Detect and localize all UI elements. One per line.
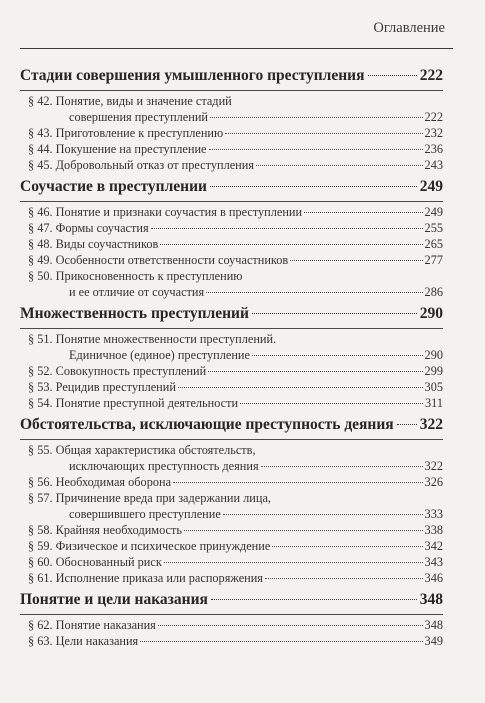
entry-line (20, 125, 443, 141)
entry-label: совершения преступлений (69, 110, 208, 124)
entry-page-number: 326 (424, 475, 443, 489)
dot-leader (225, 133, 422, 134)
dot-leader (240, 403, 423, 404)
entry-line (20, 554, 443, 570)
entry-page-number: 343 (424, 555, 443, 569)
entry-label: совершившего преступление (69, 507, 221, 521)
entry-line (20, 395, 443, 411)
toc-entry[interactable] (20, 490, 443, 522)
entry-page-number: 346 (424, 571, 443, 585)
toc-entry[interactable] (20, 522, 443, 538)
entry-page-number: 249 (424, 205, 443, 219)
section-page-number: 249 (419, 178, 443, 195)
dot-leader (211, 599, 417, 600)
entry-line (20, 506, 443, 522)
entry-label: Единичное (единое) преступление (69, 348, 250, 362)
entry-label: § 57. Причинение вреда при задержании лица, (28, 491, 271, 505)
section-page-number: 290 (419, 305, 443, 322)
toc-entry[interactable] (20, 554, 443, 570)
entry-label: § 54. Понятие преступной деятельности (28, 396, 239, 410)
toc-entry[interactable] (20, 252, 443, 268)
entry-line (20, 284, 443, 300)
header-rule (20, 48, 453, 49)
dot-leader (173, 482, 423, 483)
entry-line (20, 633, 443, 649)
section-rule (20, 614, 443, 615)
section-title: Стадии совершения умышленного преступления (20, 67, 365, 84)
entry-line (20, 538, 443, 554)
entry-line (20, 204, 443, 220)
section-rule (20, 328, 443, 329)
section-page-number: 322 (419, 416, 443, 433)
section-title: Понятие и цели наказания (20, 591, 208, 608)
entry-line (20, 474, 443, 490)
toc-entry[interactable] (20, 570, 443, 586)
entry-page-number: 322 (424, 459, 443, 473)
dot-leader (178, 387, 423, 388)
entry-label: § 61. Исполнение приказа или распоряжения (28, 571, 263, 585)
section-heading[interactable] (20, 66, 443, 86)
entry-line (20, 93, 443, 109)
dot-leader (256, 165, 423, 166)
entry-page-number: 338 (424, 523, 443, 537)
entry-line (20, 331, 443, 347)
entry-label: § 62. Понятие наказания (28, 618, 156, 632)
entry-line (20, 157, 443, 173)
entry-line (20, 141, 443, 157)
entry-page-number: 333 (424, 507, 443, 521)
toc-entry[interactable] (20, 363, 443, 379)
entry-page-number: 349 (424, 634, 443, 648)
entry-page-number: 305 (424, 380, 443, 394)
toc-entry[interactable] (20, 538, 443, 554)
entry-page-number: 232 (424, 126, 443, 140)
dot-leader (210, 186, 417, 187)
dot-leader (272, 546, 422, 547)
toc-entry[interactable] (20, 93, 443, 125)
entry-label: § 42. Понятие, виды и значение стадий (28, 94, 232, 108)
toc-section (20, 304, 443, 411)
entry-label: § 52. Совокупность преступлений (28, 364, 207, 378)
section-rule (20, 90, 443, 91)
dot-leader (158, 625, 423, 626)
entry-label: § 55. Общая характеристика обстоятельств, (28, 443, 256, 457)
entry-line (20, 363, 443, 379)
entry-page-number: 236 (424, 142, 443, 156)
dot-leader (252, 313, 417, 314)
section-title: Множественность преступлений (20, 305, 249, 322)
section-heading[interactable] (20, 415, 443, 435)
toc-entry[interactable] (20, 379, 443, 395)
dot-leader (164, 562, 423, 563)
section-title: Обстоятельства, исключающие преступность деяния (20, 416, 394, 433)
entry-label: § 46. Понятие и признаки соучастия в преступлении (28, 205, 303, 219)
dot-leader (304, 212, 422, 213)
entry-label: § 51. Понятие множественности преступлений. (28, 332, 277, 346)
entry-label: § 60. Обоснованный риск (28, 555, 162, 569)
entry-label: § 45. Добровольный отказ от преступления (28, 158, 254, 172)
toc-section (20, 415, 443, 586)
entry-page-number: 222 (424, 110, 443, 124)
dot-leader (208, 371, 422, 372)
entry-label: § 50. Прикосновенность к преступлению (28, 269, 243, 283)
entry-page-number: 299 (424, 364, 443, 378)
section-rule (20, 201, 443, 202)
section-title: Соучастие в преступлении (20, 178, 207, 195)
entry-label: § 58. Крайняя необходимость (28, 523, 182, 537)
entry-label: § 47. Формы соучастия (28, 221, 149, 235)
dot-leader (290, 260, 422, 261)
entry-label: § 43. Приготовление к преступлению (28, 126, 224, 140)
section-heading[interactable] (20, 304, 443, 324)
dot-leader (397, 424, 417, 425)
section-page-number: 348 (419, 591, 443, 608)
toc-entry[interactable] (20, 395, 443, 411)
toc-entry[interactable] (20, 125, 443, 141)
entry-line (20, 252, 443, 268)
entry-line (20, 379, 443, 395)
toc-entry[interactable] (20, 141, 443, 157)
entry-page-number: 348 (424, 618, 443, 632)
dot-leader (210, 117, 423, 118)
entry-line (20, 236, 443, 252)
section-heading[interactable] (20, 177, 443, 197)
toc-entry[interactable] (20, 236, 443, 252)
entry-page-number: 243 (424, 158, 443, 172)
section-rule (20, 439, 443, 440)
entry-label: исключающих преступность деяния (69, 459, 259, 473)
entry-label: и ее отличие от соучастия (69, 285, 205, 299)
section-heading[interactable] (20, 590, 443, 610)
entry-page-number: 311 (425, 396, 443, 410)
toc-section (20, 590, 443, 649)
entry-label: § 56. Необходимая оборона (28, 475, 172, 489)
entry-label: § 48. Виды соучастников (28, 237, 159, 251)
dot-leader (184, 530, 423, 531)
entry-label: § 53. Рецидив преступлений (28, 380, 176, 394)
dot-leader (160, 244, 422, 245)
entry-line (20, 570, 443, 586)
toc-entry[interactable] (20, 268, 443, 300)
toc-entry[interactable] (20, 474, 443, 490)
dot-leader (209, 149, 423, 150)
toc-entry[interactable] (20, 633, 443, 649)
dot-leader (206, 292, 422, 293)
entry-page-number: 290 (424, 348, 443, 362)
entry-line (20, 458, 443, 474)
entry-line (20, 109, 443, 125)
toc-entry[interactable] (20, 157, 443, 173)
entry-line (20, 268, 443, 284)
entry-line (20, 220, 443, 236)
dot-leader (151, 228, 423, 229)
dot-leader (368, 75, 417, 76)
toc-entry[interactable] (20, 204, 443, 220)
entry-page-number: 342 (424, 539, 443, 553)
toc-entry[interactable] (20, 442, 443, 474)
running-head: Оглавление (373, 20, 445, 36)
entry-line (20, 442, 443, 458)
entry-line (20, 522, 443, 538)
dot-leader (223, 514, 423, 515)
entry-label: § 44. Покушение на преступление (28, 142, 207, 156)
entry-label: § 49. Особенности ответственности соучастников (28, 253, 289, 267)
entry-label: § 59. Физическое и психическое принуждение (28, 539, 271, 553)
toc-section (20, 177, 443, 300)
dot-leader (252, 355, 423, 356)
dot-leader (140, 641, 422, 642)
dot-leader (261, 466, 423, 467)
entry-line (20, 347, 443, 363)
entry-page-number: 286 (424, 285, 443, 299)
entry-line (20, 617, 443, 633)
toc-section (20, 66, 443, 173)
table-of-contents (20, 66, 443, 653)
toc-entry[interactable] (20, 617, 443, 633)
section-page-number: 222 (419, 67, 443, 84)
entry-line (20, 490, 443, 506)
entry-label: § 63. Цели наказания (28, 634, 139, 648)
entry-page-number: 255 (424, 221, 443, 235)
toc-entry[interactable] (20, 220, 443, 236)
toc-entry[interactable] (20, 331, 443, 363)
entry-page-number: 277 (424, 253, 443, 267)
entry-page-number: 265 (424, 237, 443, 251)
dot-leader (265, 578, 423, 579)
